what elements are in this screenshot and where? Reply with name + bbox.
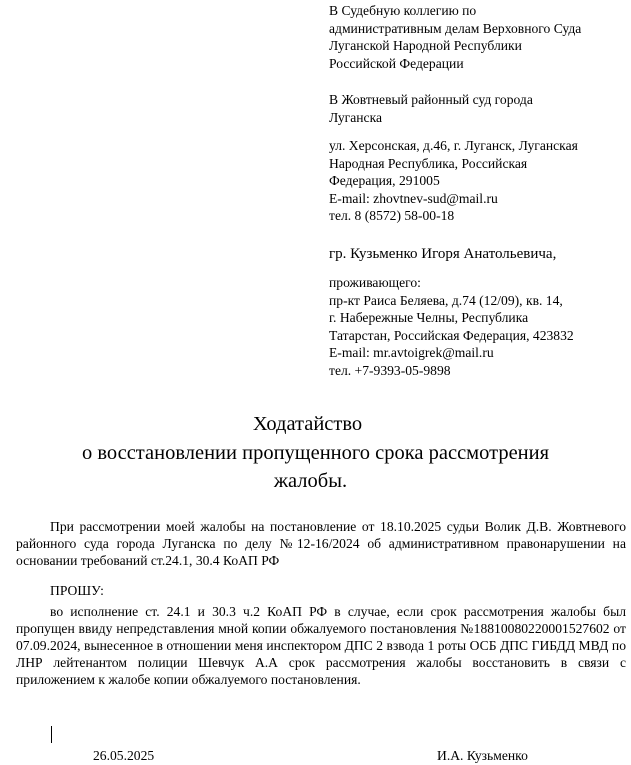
document-subtitle: о восстановлении пропущенного срока рассмотрения — [81, 442, 550, 464]
court-phone: тел. 8 (8572) 58-00-18 — [329, 208, 455, 223]
applicant-address-line: г. Набережные Челны, Республика — [329, 310, 529, 325]
text-cursor[interactable] — [51, 726, 52, 743]
applicant-contact-details — [329, 274, 629, 379]
recipient-line: Российской Федерации — [329, 55, 464, 71]
recipient-line: В Жовтневый районный суд города — [329, 92, 533, 107]
recipient-appeal-court — [329, 2, 629, 72]
document-title: Ходатайство — [252, 413, 363, 435]
applicant-residence-label: проживающего: — [329, 275, 421, 290]
signature-date: 26.05.2025 — [93, 748, 155, 763]
court-address-line: Народная Республика, Российская — [329, 155, 528, 171]
applicant-phone: тел. +7-9393-05-9898 — [329, 362, 451, 378]
document-subtitle-end: жалобы. — [273, 470, 348, 492]
applicant-address-line: пр-кт Раиса Беляева, д.74 (12/09), кв. 14, — [329, 292, 563, 308]
applicant-email: E-mail: mr.avtoigrek@mail.ru — [329, 345, 494, 360]
court-contact-details — [329, 137, 629, 225]
signature-name: И.А. Кузьменко — [437, 748, 528, 763]
applicant-name: гр. Кузьменко Игоря Анатольевича, — [329, 246, 557, 262]
court-address-line: ул. Херсонская, д.46, г. Луганск, Луганская — [329, 138, 578, 153]
request-paragraph: во исполнение ст. 24.1 и 30.3 ч.2 КоАП РФ в случае, если срок рассмотрения жалобы был пропущен ввиду непредставления мной копии обжалуемого постановления №18810080220001527602 от 07.09.2024, вынесенное в отношении меня инспектором ДПС 2 взвода 1 роты ОСБ ДПС ГИБДД МВД по ЛНР лейтенантом полиции Шевчук А.А срок рассмотрения жалобы восстановить в связи с приложением к жалобе копии обжалуемого постановления. — [16, 604, 626, 687]
recipient-line: В Судебную коллегию по — [329, 3, 477, 18]
recipient-line: административным делам Верховного Суда — [329, 20, 582, 36]
request-label: ПРОШУ: — [50, 583, 104, 598]
recipient-first-instance-court — [329, 91, 629, 126]
court-email: E-mail: zhovtnev-sud@mail.ru — [329, 190, 498, 206]
court-address-line: Федерация, 291005 — [329, 173, 440, 188]
recipient-line: Луганска — [329, 109, 383, 125]
recipient-line: Луганской Народной Республики — [329, 38, 522, 53]
intro-paragraph: При рассмотрении моей жалобы на постановление от 18.10.2025 судьи Волик Д.В. Жовтневого районного суда города Луганска по делу №12-16/2024 об административном правонарушении на основании требований ст.24.1, 30.4 КоАП РФ — [16, 519, 626, 568]
applicant-address-line: Татарстан, Российская Федерация, 423832 — [329, 327, 574, 343]
